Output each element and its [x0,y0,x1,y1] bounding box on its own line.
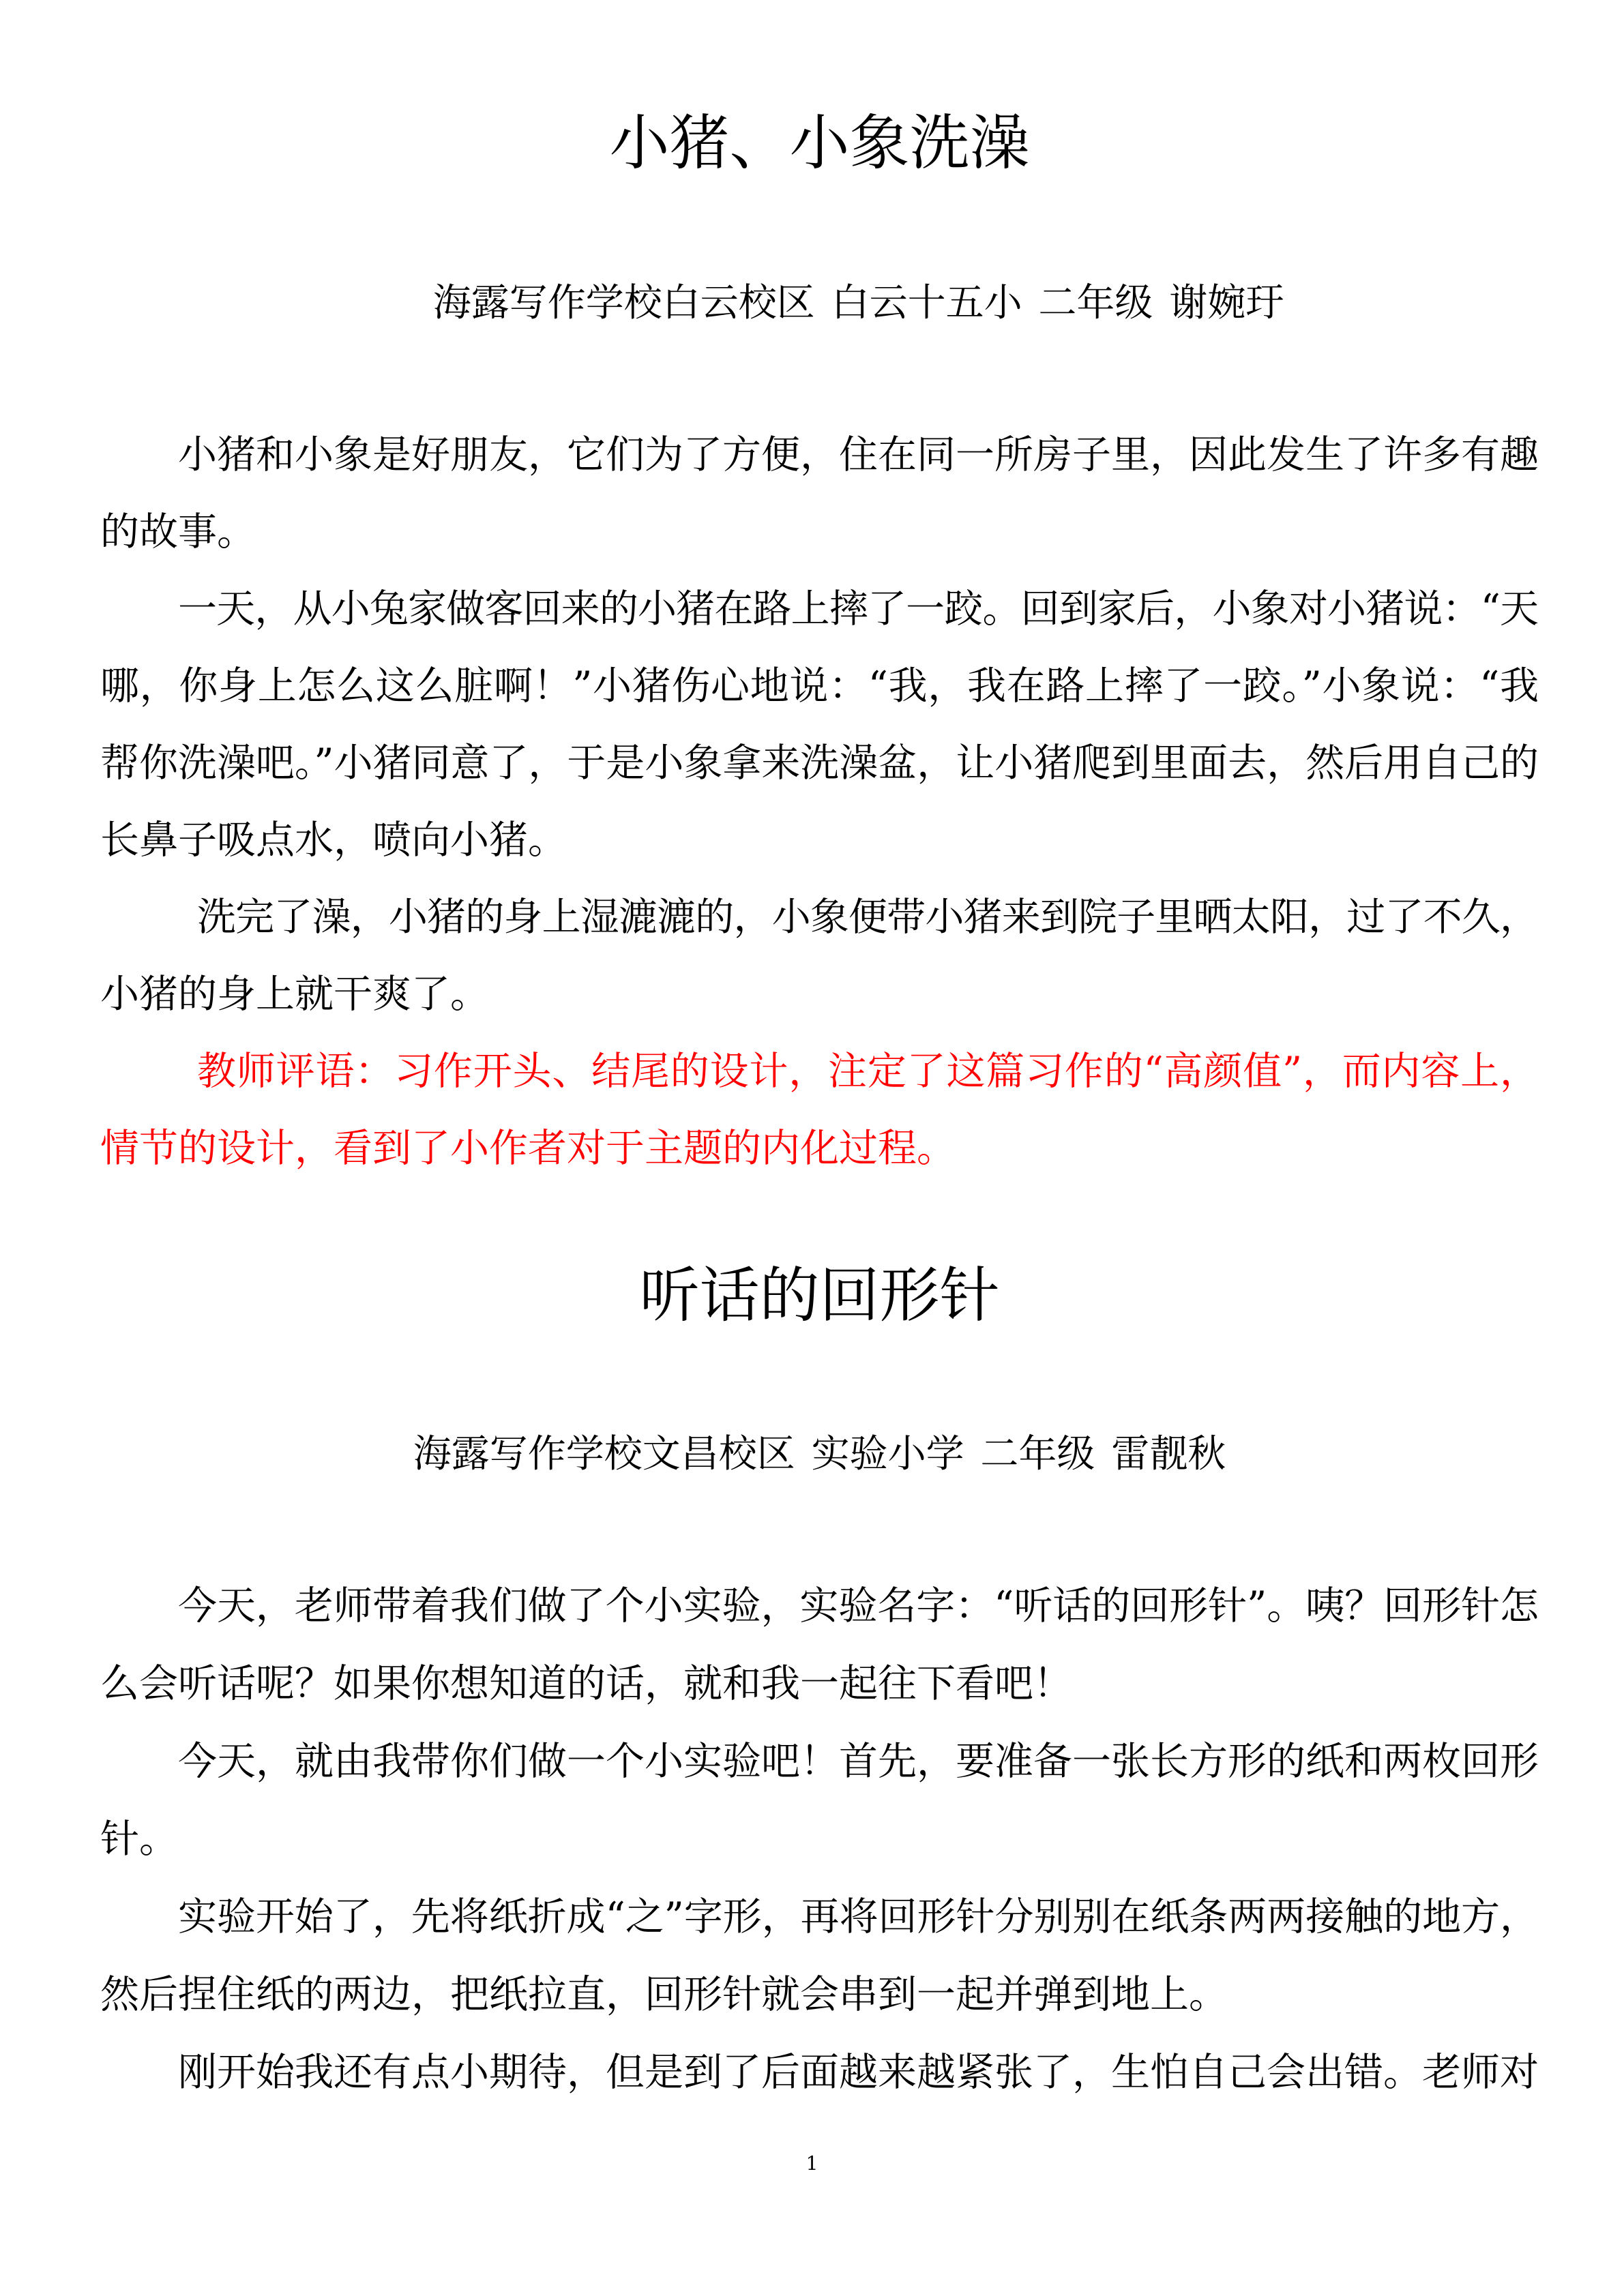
paragraph-line: 小猪和小象是好朋友，它们为了方便，住在同一所房子里，因此发生了许多有趣 [178,432,1539,477]
teacher-comment [100,1033,1539,1187]
paragraph [100,1567,1539,1723]
paragraph-line: 然后捏住纸的两边，把纸拉直，回形针就会串到一起并弹到地上。 [100,1972,1228,2017]
paragraph-line: 小猪的身上就干爽了。 [100,972,489,1017]
paragraph-line: 哪，你身上怎么这么脏啊！”小猪伤心地说：“我，我在路上摔了一跤。”小象说：“我 [100,664,1539,709]
paragraph-line: 的故事。 [100,509,256,554]
teacher-comment-line: 教师评语：习作开头、结尾的设计，注定了这篇习作的“高颜值”，而内容上， [197,1049,1539,1094]
article-byline: 海露写作学校白云校区 白云十五小 二年级 谢婉玗 [432,281,1284,325]
article-body [100,1567,1539,2111]
page-number: 1 [806,2152,818,2175]
paragraph-line: 帮你洗澡吧。”小猪同意了，于是小象拿来洗澡盆，让小猪爬到里面去，然后用自己的 [100,741,1539,786]
paragraph-line: 洗完了澡，小猪的身上湿漉漉的，小象便带小猪来到院子里晒太阳，过了不久， [197,895,1539,940]
paragraph-line: 实验开始了，先将纸折成“之”字形，再将回形针分别别在纸条两两接触的地方， [178,1894,1539,1939]
teacher-comment-line: 情节的设计，看到了小作者对于主题的内化过程。 [100,1126,956,1171]
article-title: 小猪、小象洗澡 [609,108,1030,178]
paragraph-line: 今天，就由我带你们做一个小实验吧！首先，要准备一张长方形的纸和两枚回形 [178,1739,1539,1784]
article [100,102,1539,1187]
paragraph-line: 长鼻子吸点水，喷向小猪。 [100,818,567,863]
article [100,1255,1539,2111]
paragraph-line: 今天，老师带着我们做了个小实验，实验名字：“听话的回形针”。咦？回形针怎 [178,1583,1539,1628]
article-byline: 海露写作学校文昌校区 实验小学 二年级 雷靓秋 [413,1432,1226,1476]
page-content [100,0,1539,2111]
paragraph [100,571,1539,879]
article-title: 听话的回形针 [639,1260,1000,1330]
paragraph [100,2033,1539,2111]
paragraph [100,879,1539,1033]
paragraph-line: 么会听话呢？如果你想知道的话，就和我一起往下看吧！ [100,1661,1072,1706]
paragraph-line: 刚开始我还有点小期待，但是到了后面越来越紧张了，生怕自己会出错。老师对 [178,2050,1539,2095]
paragraph [100,1723,1539,1878]
paragraph-line: 针。 [100,1817,178,1862]
article-body [100,417,1539,1187]
paragraph [100,1878,1539,2033]
paragraph-line: 一天，从小兔家做客回来的小猪在路上摔了一跤。回到家后，小象对小猪说：“天 [178,586,1539,631]
paragraph [100,417,1539,571]
